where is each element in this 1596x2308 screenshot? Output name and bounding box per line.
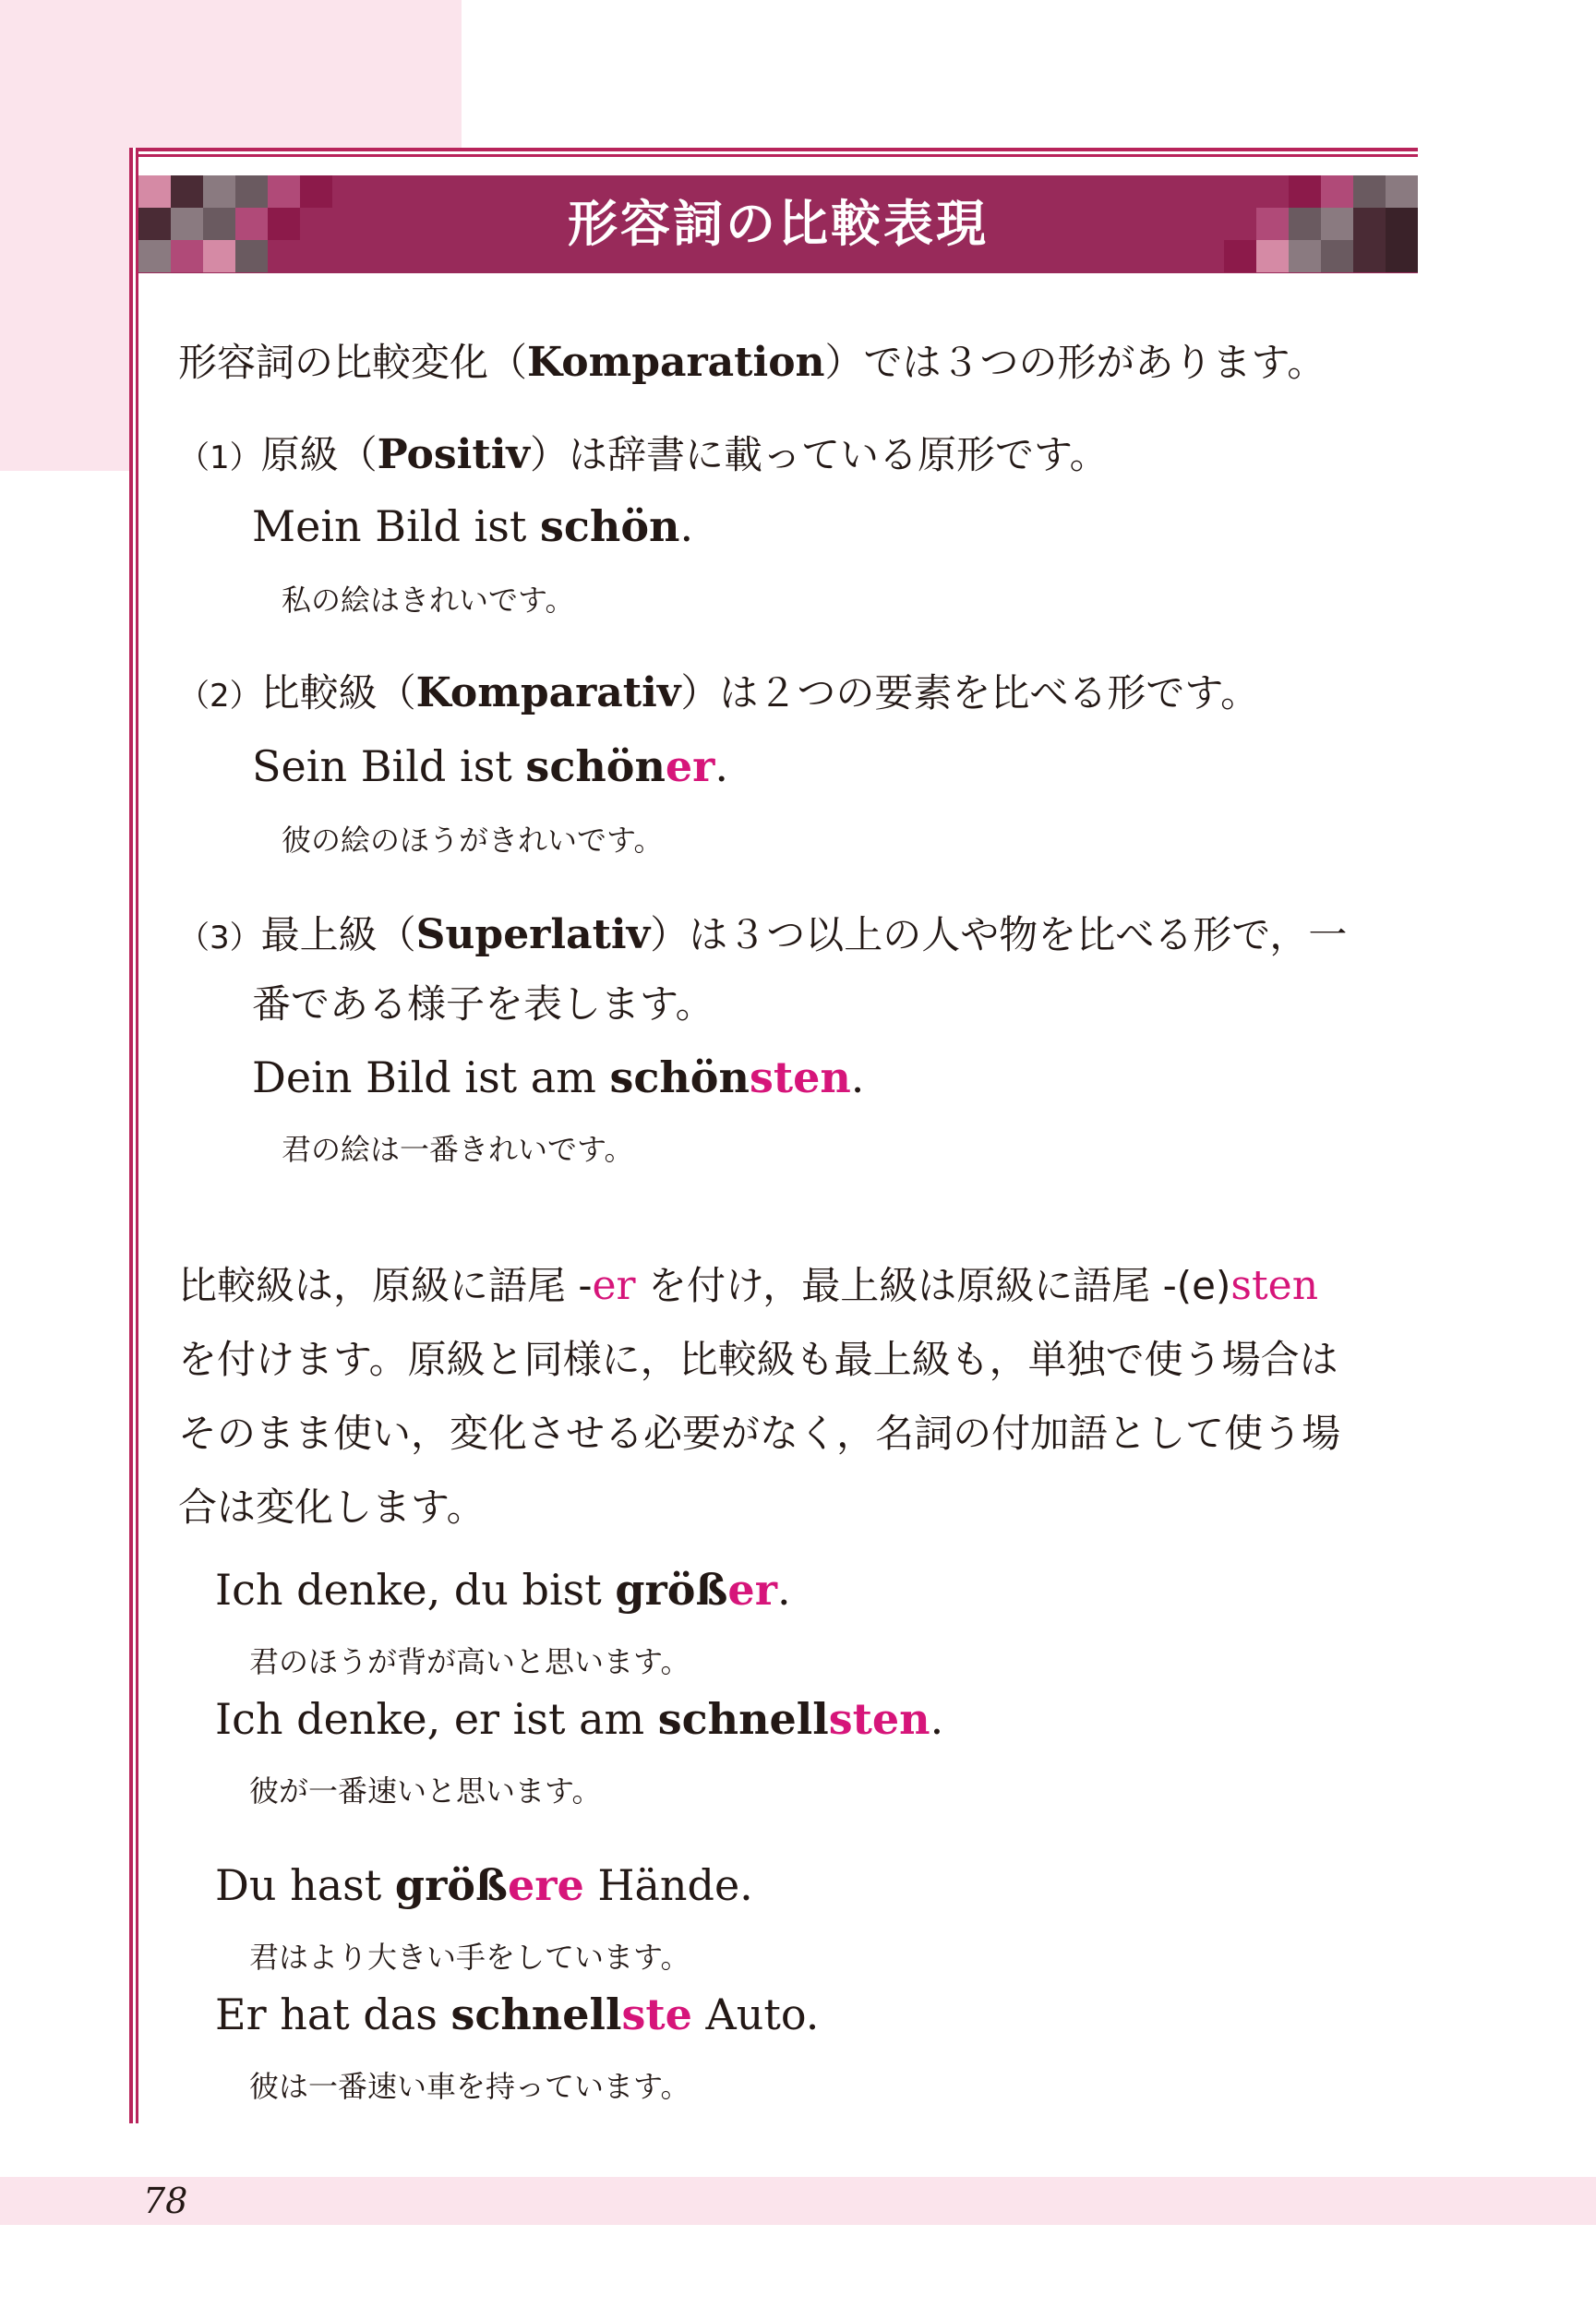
example-text-end: Auto. xyxy=(691,1989,820,2039)
example-sentence xyxy=(215,1860,753,1910)
item-text-b: ）は辞書に載っている原形です。 xyxy=(530,432,1109,477)
example-text-end: . xyxy=(776,1565,791,1615)
example-translation: 彼の絵のほうがきれいです。 xyxy=(282,823,664,858)
intro-term: Komparation xyxy=(527,339,825,386)
frame-top-rule xyxy=(129,148,1418,157)
item-text-b: ）は３つ以上の人や物を比べる形で，一 xyxy=(650,912,1348,957)
example-translation: 君の絵は一番きれいです。 xyxy=(282,1132,634,1167)
frame-left-rule xyxy=(129,148,138,2123)
explanation-line: 合は変化します。 xyxy=(178,1485,486,1530)
example-text: Er hat das xyxy=(215,1989,451,2039)
item-text-a: 比較級（ xyxy=(260,670,416,715)
item-superlativ-line2: 番である様子を表します。 xyxy=(252,981,714,1027)
item-number: （1） xyxy=(178,439,261,476)
example-translation: 彼が一番速いと思います。 xyxy=(249,1773,602,1809)
example-text-end: Hände. xyxy=(583,1860,753,1910)
explanation-text: 比較級は，原級に語尾 - xyxy=(178,1263,593,1308)
example-ending: er xyxy=(665,741,715,791)
example-translation: 君のほうが背が高いと思います。 xyxy=(249,1644,690,1679)
example-text: Dein Bild ist am xyxy=(252,1052,610,1102)
section-title: 形容詞の比較表現 xyxy=(568,195,989,253)
footer-band xyxy=(0,2177,1596,2225)
example-sentence xyxy=(215,1694,943,1744)
example-ending: ste xyxy=(621,1989,692,2039)
item-positiv xyxy=(178,425,1109,480)
intro-text-b: ）では３つの形があります。 xyxy=(824,340,1326,385)
item-text-a: 最上級（ xyxy=(260,912,416,957)
example-text-end: . xyxy=(850,1052,865,1102)
example-text: Sein Bild ist xyxy=(252,741,526,791)
explanation-line: を付けます。原級と同様に，比較級も最上級も，単独で使う場合は xyxy=(178,1337,1338,1382)
example-text: Du hast xyxy=(215,1860,395,1910)
example-text-end: . xyxy=(714,741,729,791)
example-ending: er xyxy=(727,1565,777,1615)
item-number: （2） xyxy=(178,678,261,715)
example-stem: schön xyxy=(540,501,680,551)
intro-text-a: 形容詞の比較変化（ xyxy=(178,340,528,385)
item-komparativ xyxy=(178,663,1259,718)
example-stem: größ xyxy=(394,1860,508,1910)
example-stem: schnell xyxy=(450,1989,622,2039)
explanation-line xyxy=(178,1256,1318,1311)
ending-sten: sten xyxy=(1230,1262,1319,1309)
example-sentence xyxy=(252,501,693,551)
item-term: Superlativ xyxy=(415,911,651,958)
example-sentence xyxy=(215,1565,791,1615)
example-text: Ich denke, er ist am xyxy=(215,1694,658,1744)
ending-er: er xyxy=(592,1262,636,1309)
example-ending: sten xyxy=(828,1694,930,1744)
intro-sentence xyxy=(178,332,1326,388)
item-number: （3） xyxy=(178,920,261,956)
example-sentence xyxy=(215,1989,819,2039)
example-stem: schnell xyxy=(657,1694,829,1744)
example-stem: größ xyxy=(615,1565,728,1615)
example-translation: 彼は一番速い車を持っています。 xyxy=(249,2069,690,2104)
example-ending: ere xyxy=(507,1860,584,1910)
example-text: Mein Bild ist xyxy=(252,501,541,551)
item-text-a: 原級（ xyxy=(260,432,378,477)
item-superlativ xyxy=(178,905,1347,960)
section-banner xyxy=(138,175,1418,273)
example-sentence xyxy=(252,741,728,791)
example-text-end: . xyxy=(930,1694,944,1744)
page-number: 78 xyxy=(143,2181,188,2221)
example-translation: 君はより大きい手をしています。 xyxy=(249,1940,690,1975)
example-text: Ich denke, du bist xyxy=(215,1565,616,1615)
example-stem: schön xyxy=(609,1052,750,1102)
item-term: Komparativ xyxy=(415,669,681,716)
item-term: Positiv xyxy=(377,431,530,478)
explanation-line: そのまま使い，変化させる必要がなく，名詞の付加語として使う場 xyxy=(178,1411,1341,1456)
example-translation: 私の絵はきれいです。 xyxy=(282,583,575,618)
explanation-text: を付け，最上級は原級に語尾 -(e) xyxy=(635,1263,1231,1308)
example-sentence xyxy=(252,1052,864,1102)
example-text-end: . xyxy=(679,501,694,551)
example-ending: sten xyxy=(749,1052,851,1102)
banner-tile-pattern-right xyxy=(1224,175,1418,273)
example-stem: schön xyxy=(525,741,666,791)
item-text-b: ）は２つの要素を比べる形です。 xyxy=(680,670,1260,715)
